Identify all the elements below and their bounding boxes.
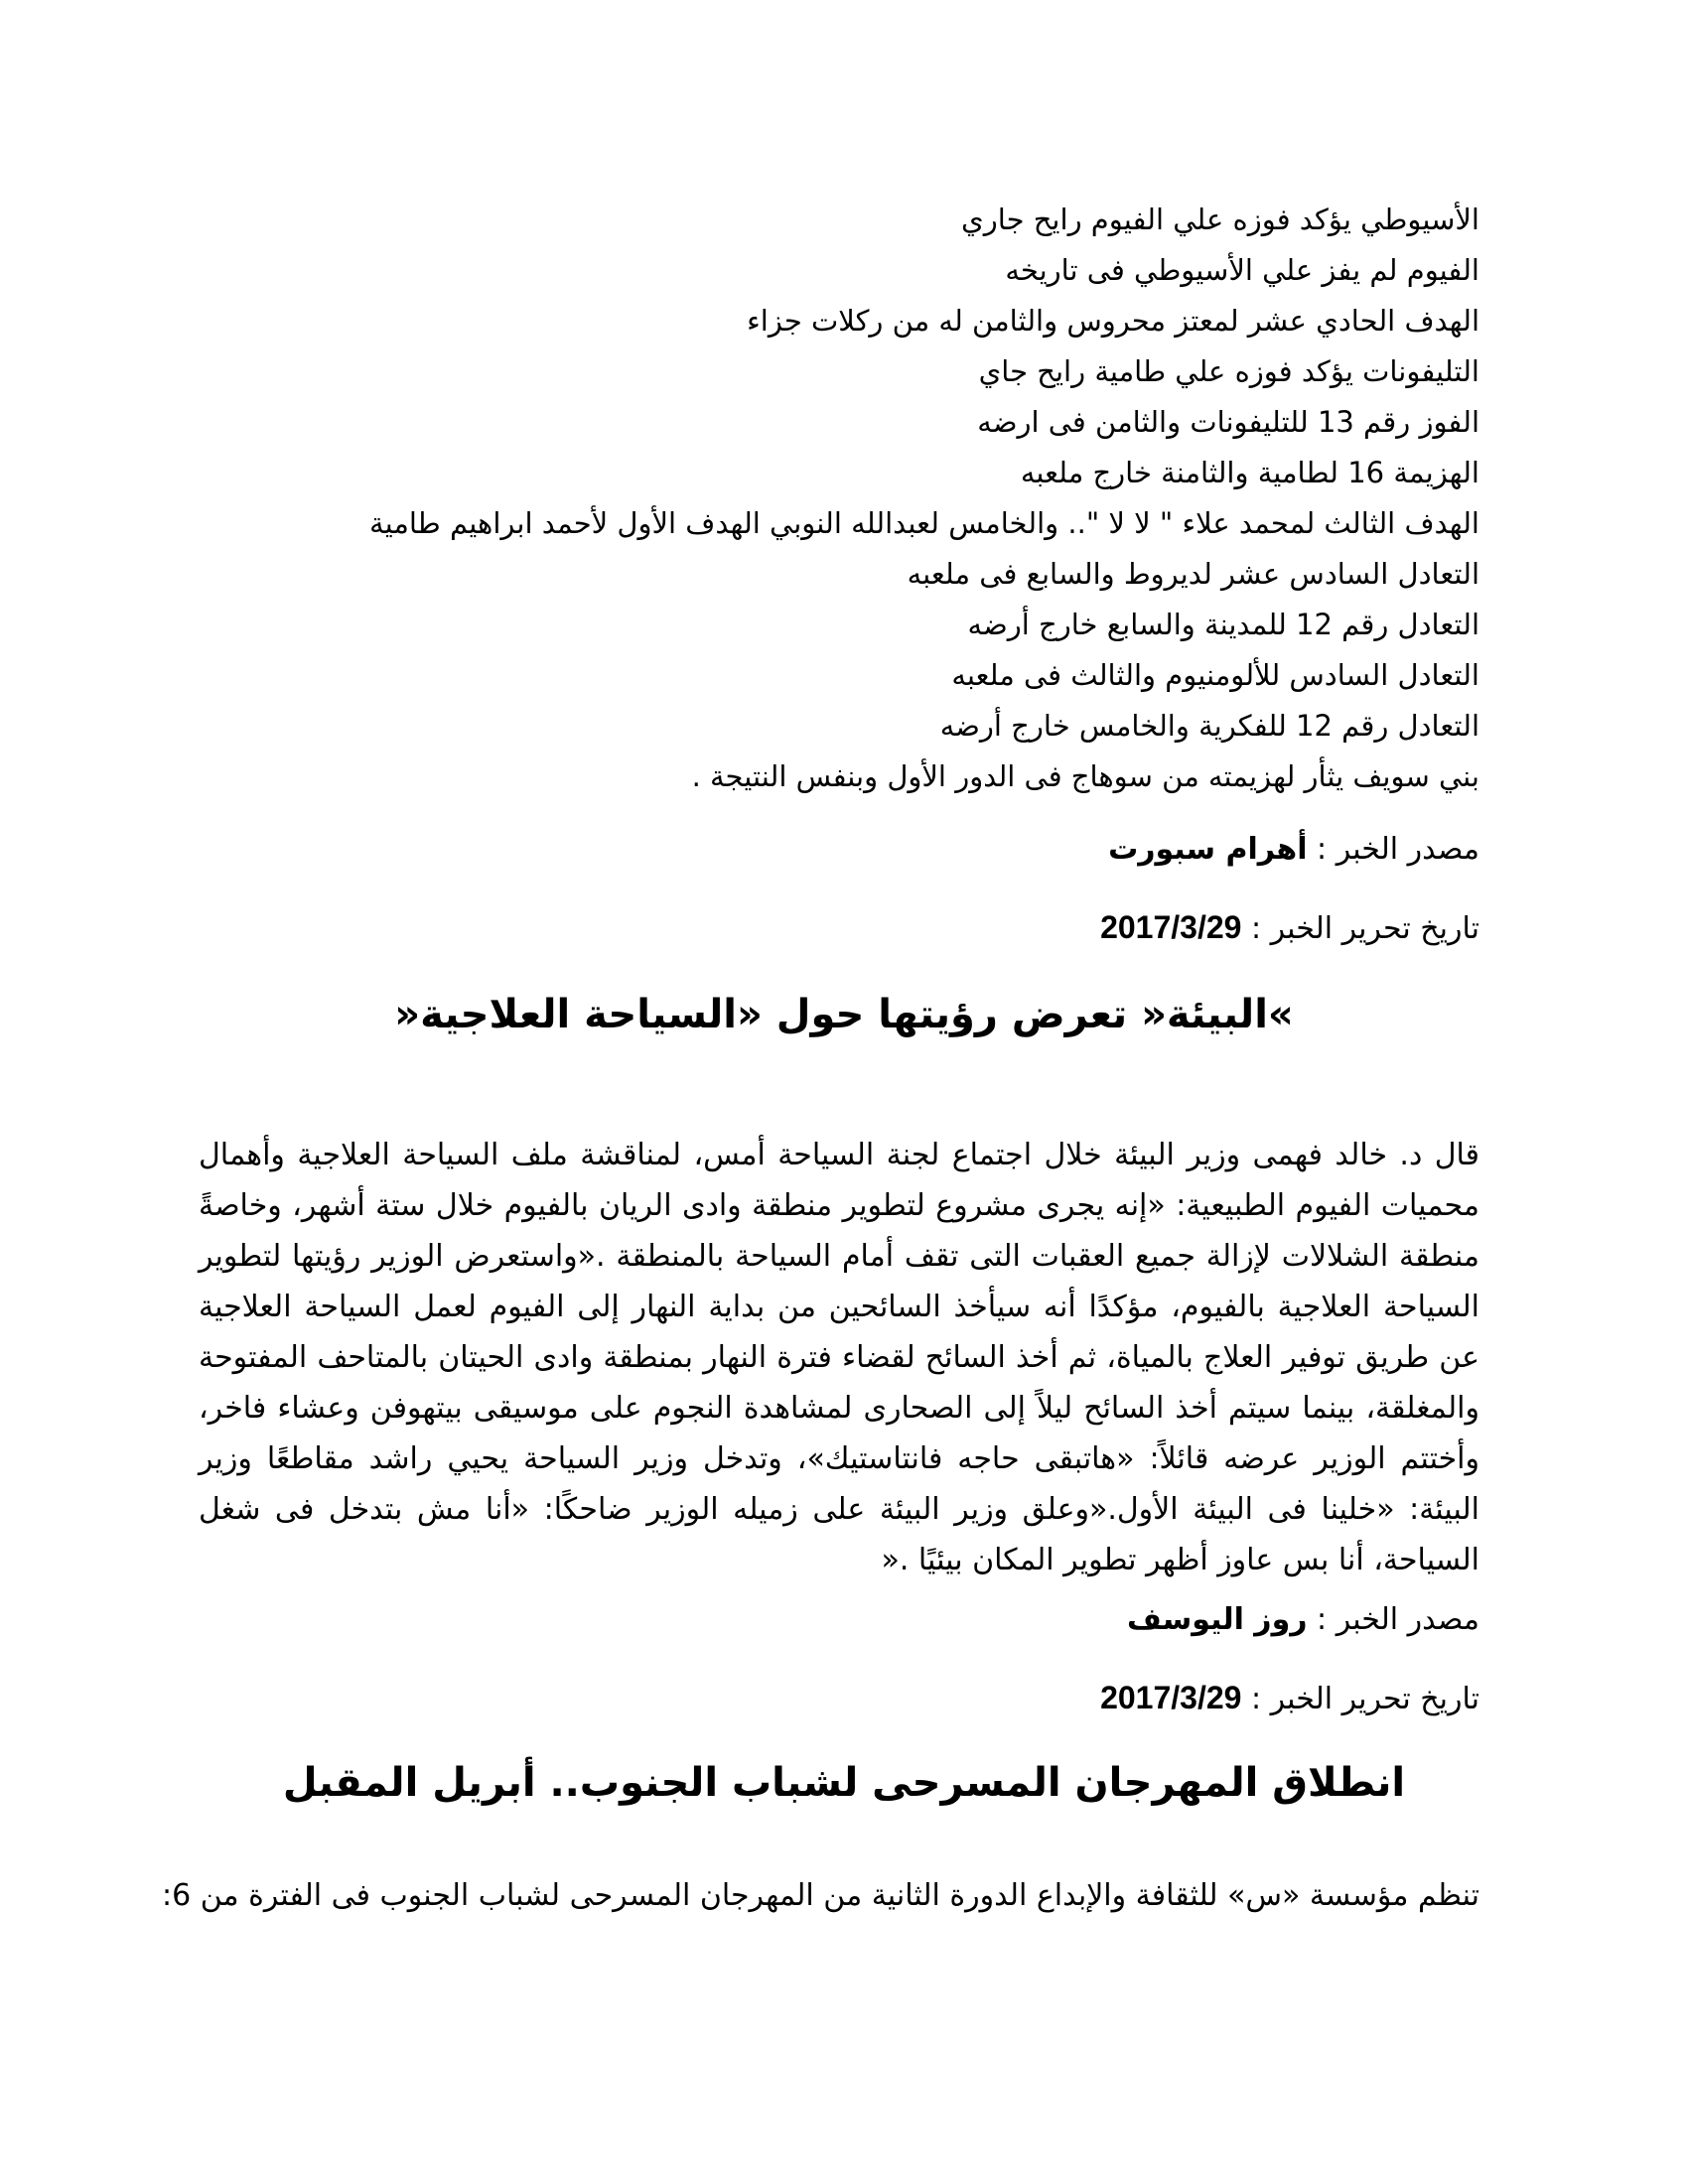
date-label: تاريخ تحرير الخبر : <box>1250 1682 1479 1716</box>
results-line: التعادل رقم 12 للمدينة والسابع خارج أرضه <box>967 608 1479 641</box>
article1-source <box>1127 1600 1479 1640</box>
results-line: التعادل رقم 12 للفكرية والخامس خارج أرضه <box>939 709 1479 743</box>
results-line: التعادل السادس عشر لديروط والسابع فى ملعبه <box>907 557 1479 591</box>
source-value: روز اليوسف <box>1127 1602 1308 1637</box>
results-line: الفيوم لم يفز علي الأسيوطي فى تاريخه <box>1005 253 1479 287</box>
article1-body: قال د. خالد فهمى وزير البيئة خلال اجتماع لجنة السياحة أمس، لمناقشة ملف السياحة العلاجية وأهمال محميات الفيوم الطبيعية: «إنه يجرى مشروع لتطوير منطقة وادى الريان بالفيوم خلال ستة أشهر، وخاصةً منطقة الشلالات لإزالة جميع العقبات التى تقف أمام السياحة بالمنطقة .«واستعرض الوزير رؤيتها لتطوير السياحة العلاجية بالفيوم، مؤكدًا أنه سيأخذ السائحين من بداية النهار إلى الفيوم لعمل السياحة العلاجية عن طريق توفير العلاج بالمياة، ثم أخذ السائح لقضاء فترة النهار بمنطقة وادى الحيتان بالمتاحف المفتوحة والمغلقة، بينما سيتم أخذ السائح ليلاً إلى الصحارى لمشاهدة النجوم على موسيقى بيتهوفن وعشاء فاخر، وأختتم الوزير عرضه قائلاً: «هاتبقى حاجه فانتاستيك»، وتدخل وزير السياحة يحيي راشد مقاطعًا وزير البيئة: «خلينا فى البيئة الأول.«وعلق وزير البيئة على زميله الوزير ضاحكًا: «أنا مش بتدخل فى شغل السياحة، أنا بس عاوز أظهر تطوير المكان بيئيًا .« <box>199 1138 1479 1577</box>
results-line: الهدف الحادي عشر لمعتز محروس والثامن له من ركلات جزاء <box>747 304 1479 338</box>
article2-lead: تنظم مؤسسة «س» للثقافة والإبداع الدورة الثانية من المهرجان المسرحى لشباب الجنوب فى الفترة من 6: <box>161 1878 1479 1913</box>
results-line: الأسيوطي يؤكد فوزه علي الفيوم رايح جاري <box>961 203 1479 236</box>
article1-date <box>1100 1678 1479 1719</box>
results-date <box>1100 907 1479 949</box>
results-line: الفوز رقم 13 للتليفونات والثامن فى ارضه <box>977 405 1479 439</box>
article2-headline: انطلاق المهرجان المسرحى لشباب الجنوب.. أبريل المقبل <box>282 1760 1406 1806</box>
article1-headline: »البيئة« تعرض رؤيتها حول «السياحة العلاجية« <box>394 992 1294 1037</box>
results-line: الهزيمة 16 لطامية والثامنة خارج ملعبه <box>1020 456 1479 489</box>
date-label: تاريخ تحرير الخبر : <box>1250 911 1479 946</box>
results-line: التليفونات يؤكد فوزه علي طامية رايح جاي <box>978 354 1479 388</box>
results-line: الهدف الثالث لمحمد علاء " لا لا ".. والخامس لعبدالله النوبي الهدف الأول لأحمد ابراهيم طامية <box>369 506 1479 540</box>
results-line: بني سويف يثأر لهزيمته من سوهاج فى الدور الأول وبنفس النتيجة . <box>691 759 1479 793</box>
date-value: 2017/3/29 <box>1100 909 1242 945</box>
results-list <box>189 195 1479 802</box>
date-value: 2017/3/29 <box>1100 1680 1242 1715</box>
source-value: أهرام سبورت <box>1108 832 1308 867</box>
results-source <box>1108 830 1479 870</box>
source-label: مصدر الخبر : <box>1317 1602 1479 1637</box>
results-line: التعادل السادس للألومنيوم والثالث فى ملعبه <box>951 658 1479 692</box>
source-label: مصدر الخبر : <box>1317 832 1479 867</box>
